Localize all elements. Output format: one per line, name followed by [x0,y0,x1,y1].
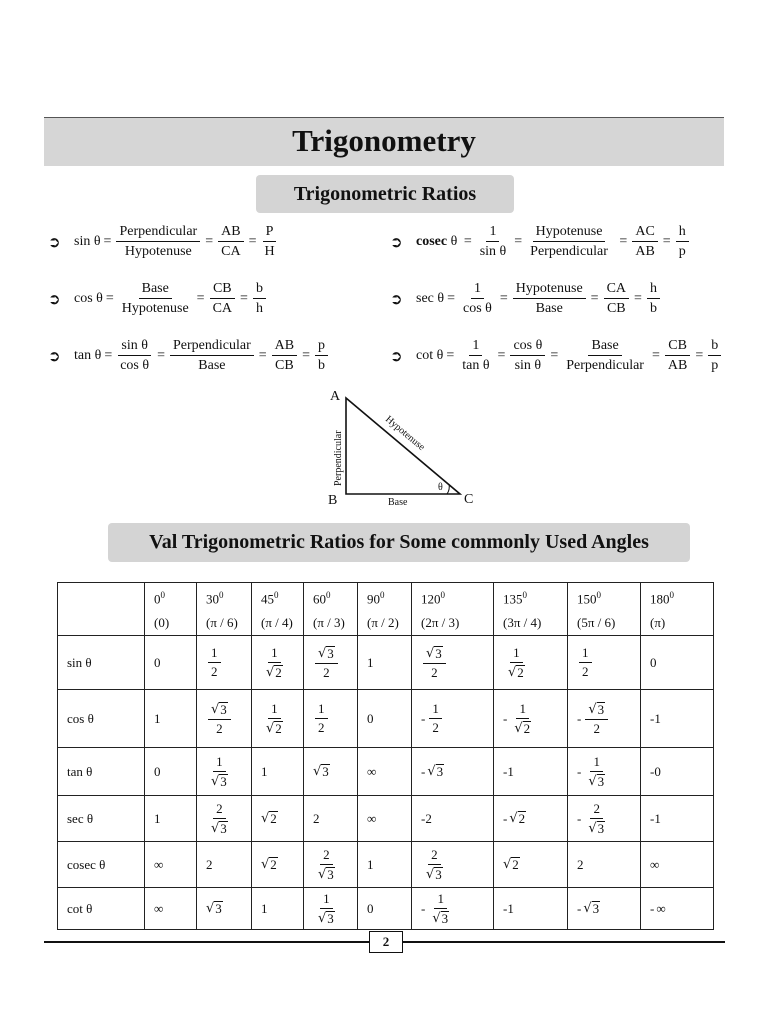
table-row [58,748,714,796]
value-cell: ∞ [358,748,412,796]
triangle-outline [346,398,460,494]
header-angle-cell: $30^0$ (π / 6) [197,583,252,636]
sec-formula: ➲ sec θ = $\frac{1}{\text{cos θ}}$ = $\frac{\text{Hypotenuse}}{\text{Base}}$ = $\frac{CA}{CB}$ = $\frac{h}{b}$ [390,280,662,317]
row-label: sec θ [58,796,145,842]
sec-lhs: sec θ [416,290,445,306]
sin-formula: ➲ sin θ = $\frac{\text{Perpendicular}}{\text{Hypotenuse}}$ = $\frac{AB}{CA}$ = $\frac{P}{H}$ [48,223,280,260]
value-cell: - √ 3 2 [568,690,641,748]
fraction: $\frac{CB}{CA}$ [210,280,235,317]
value-cell: - √ 3 [412,748,494,796]
fraction: $\frac{\text{Perpendicular}}{\text{Base}}$ [170,337,254,374]
value-cell: 0 [145,748,197,796]
arrow-bullet-icon: ➲ [390,346,403,365]
value-cell: 1 [145,690,197,748]
cosec-lhs: cosec [416,233,448,249]
value-cell: 1 [358,636,412,690]
row-label: cos θ [58,690,145,748]
value-cell: -1 [641,796,714,842]
value-cell: 1 [145,796,197,842]
fraction: $\frac{h}{b}$ [647,280,660,317]
value-cell: - ∞ [641,888,714,930]
base-label: Base [388,497,408,508]
value-cell: √ 2 [252,796,304,842]
fraction: $\frac{\text{Perpendicular}}{\text{Hypotenuse}}$ [116,223,200,260]
row-label: tan θ [58,748,145,796]
cot-formula: ➲ cot θ = $\frac{1}{\text{tan θ}}$ = $\frac{\text{cos θ}}{\text{sin θ}}$ = $\frac{\text{Base}}{\text{Perpendicular}}$ = $\frac{CB}{AB}$ = $\frac{b}{p}$ [390,337,723,374]
value-cell: 1 √ 3 [304,888,358,930]
fraction: $\frac{h}{p}$ [676,223,689,260]
value-cell: - 2 √ 3 [568,796,641,842]
tan-lhs: tan θ [74,347,102,363]
header-angle-cell: $180^0$ (π) [641,583,714,636]
value-cell: 1 [252,748,304,796]
value-cell: 1 √ 2 [252,636,304,690]
value-cell: 0 [358,888,412,930]
section-heading-values: Val Trigonometric Ratios for Some commonly Used Angles [108,523,690,562]
value-cell: 2 [197,842,252,888]
right-triangle-diagram [318,386,488,512]
fraction: $\frac{\text{sin θ}}{\text{cos θ}}$ [120,338,150,373]
fraction: $\frac{b}{h}$ [253,280,266,317]
value-cell: 1 √ 2 [494,636,568,690]
fraction: $\frac{P}{H}$ [264,224,275,259]
arrow-bullet-icon: ➲ [48,346,61,365]
arrow-bullet-icon: ➲ [48,232,61,251]
table-row [58,690,714,748]
fraction: $\frac{\text{Hypotenuse}}{\text{Perpendicular}}$ [530,224,608,259]
value-cell: 2 [304,796,358,842]
value-cell: 1 √ 3 [197,748,252,796]
header-angle-cell: $90^0$ (π / 2) [358,583,412,636]
angle-arc [447,484,449,494]
row-label: sin θ [58,636,145,690]
fraction: $\frac{1}{\text{sin θ}}$ [479,224,507,259]
value-cell: - $\frac{1}{2}$ [412,690,494,748]
header-angle-cell: $60^0$ (π / 3) [304,583,358,636]
arrow-bullet-icon: ➲ [390,232,403,251]
sin-lhs: sin θ [74,233,101,249]
value-cell: 1 [252,888,304,930]
table-row [58,888,714,930]
value-cell: √ 2 [252,842,304,888]
value-cell: 1 √ 2 [252,690,304,748]
vertex-b-label: B [328,493,338,508]
header-corner-cell [58,583,145,636]
table-header-row [58,583,714,636]
theta-label: θ [438,482,443,493]
fraction: $\frac{AB}{CA}$ [218,223,243,260]
section-heading-ratios: Trigonometric Ratios [256,175,514,213]
title-bar [44,117,724,166]
value-cell: 2 √ 3 [304,842,358,888]
fraction: $\frac{\text{cos θ}}{\text{sin θ}}$ [510,337,545,374]
value-cell: -1 [494,888,568,930]
value-cell: √ 3 2 [197,690,252,748]
table-row [58,636,714,690]
value-cell: - √ 3 [568,888,641,930]
header-angle-cell: $120^0$ (2π / 3) [412,583,494,636]
value-cell: $\frac{1}{2}$ [568,636,641,690]
trig-values-table [57,582,714,930]
value-cell: √ 3 [304,748,358,796]
value-cell: ∞ [145,888,197,930]
value-cell: - 1 √ 3 [568,748,641,796]
value-cell: 0 [641,636,714,690]
value-cell: √ 3 [197,888,252,930]
page-number: 2 [369,931,403,953]
value-cell: 2 √ 3 [412,842,494,888]
hypotenuse-label: Hypotenuse [383,413,427,454]
header-angle-cell: $135^0$ (3π / 4) [494,583,568,636]
perpendicular-label: Perpendicular [333,430,344,486]
cos-formula: ➲ cos θ = $\frac{\text{Base}}{\text{Hypotenuse}}$ = $\frac{CB}{CA}$ = $\frac{b}{h}$ [48,280,268,317]
fraction: $\frac{\text{Base}}{\text{Hypotenuse}}$ [121,281,189,316]
value-cell: 0 [145,636,197,690]
value-cell: ∞ [358,796,412,842]
value-cell: -0 [641,748,714,796]
fraction: $\frac{\text{Base}}{\text{Perpendicular}}$ [566,338,644,373]
value-cell: 1 [358,842,412,888]
fraction: $\frac{1}{\text{tan θ}}$ [462,338,490,373]
fraction: $\frac{CB}{AB}$ [665,337,690,374]
fraction: $\frac{1}{\text{cos θ}}$ [463,281,492,316]
value-cell: √ 3 2 [304,636,358,690]
cot-lhs: cot θ [416,347,444,363]
fraction: $\frac{b}{p}$ [708,337,721,374]
table-row [58,842,714,888]
cosec-formula: ➲ cosec θ = $\frac{1}{\text{sin θ}}$ = $\frac{\text{Hypotenuse}}{\text{Perpendicular}}$ = $\frac{AC}{AB}$ = $\frac{h}{p}$ [390,223,691,260]
tan-formula: ➲ tan θ = $\frac{\text{sin θ}}{\text{cos θ}}$ = $\frac{\text{Perpendicular}}{\text{Base}}$ = $\frac{AB}{CB}$ = $\frac{p}{b}$ [48,337,330,374]
value-cell: 2 √ 3 [197,796,252,842]
fraction: $\frac{AC}{AB}$ [632,223,657,260]
value-cell: 2 [568,842,641,888]
arrow-bullet-icon: ➲ [390,289,403,308]
fraction: $\frac{\text{Hypotenuse}}{\text{Base}}$ [513,280,586,317]
value-cell: $\frac{1}{2}$ [197,636,252,690]
arrow-bullet-icon: ➲ [48,289,61,308]
value-cell: ∞ [145,842,197,888]
table-row [58,796,714,842]
value-cell: 0 [358,690,412,748]
header-angle-cell: $0^0$ (0) [145,583,197,636]
value-cell: √ 2 [494,842,568,888]
cos-lhs: cos θ [74,290,103,306]
value-cell: - 1 √ 3 [412,888,494,930]
header-angle-cell: $150^0$ (5π / 6) [568,583,641,636]
value-cell: -1 [641,690,714,748]
value-cell: √ 3 2 [412,636,494,690]
vertex-a-label: A [330,389,341,404]
value-cell: - √ 2 [494,796,568,842]
value-cell: -2 [412,796,494,842]
vertex-c-label: C [464,492,474,507]
row-label: cosec θ [58,842,145,888]
fraction: $\frac{AB}{CB}$ [272,337,297,374]
fraction: $\frac{p}{b}$ [315,337,328,374]
value-cell: ∞ [641,842,714,888]
value-cell: $\frac{1}{2}$ [304,690,358,748]
row-label: cot θ [58,888,145,930]
value-cell: -1 [494,748,568,796]
page-title: Trigonometry [292,123,476,158]
header-angle-cell: $45^0$ (π / 4) [252,583,304,636]
fraction: $\frac{CA}{CB}$ [604,280,629,317]
value-cell: - 1 √ 2 [494,690,568,748]
